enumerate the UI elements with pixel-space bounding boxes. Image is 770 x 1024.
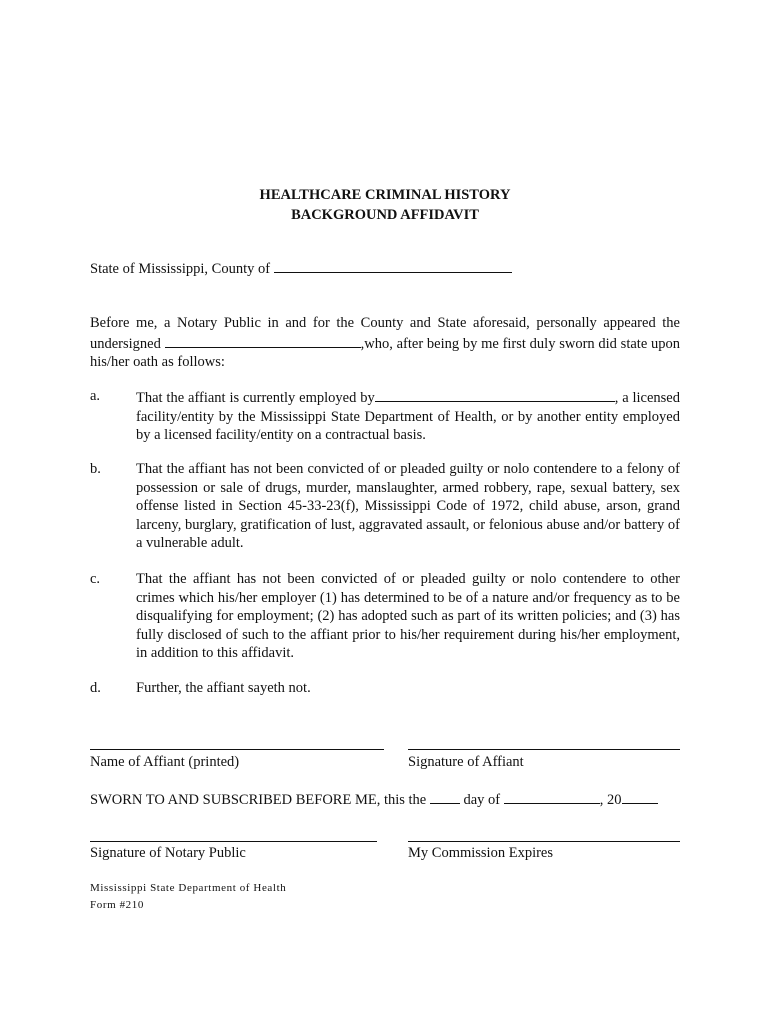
name-of-affiant-line[interactable] (90, 749, 384, 750)
item-a-text-before: That the affiant is currently employed by (136, 390, 375, 406)
undersigned-blank[interactable] (165, 333, 361, 348)
affidavit-item-b (90, 460, 680, 553)
affidavit-item-a (90, 387, 680, 445)
notary-signature-line[interactable] (90, 841, 377, 842)
item-letter: c. (90, 571, 101, 587)
year-blank[interactable] (622, 789, 658, 804)
name-of-affiant-label: Name of Affiant (printed) (90, 754, 240, 770)
county-line (90, 258, 512, 279)
day-blank[interactable] (430, 789, 460, 804)
commission-expires-line[interactable] (408, 841, 680, 842)
title-line-2: BACKGROUND AFFIDAVIT (291, 207, 479, 223)
month-blank[interactable] (504, 789, 600, 804)
footer-department: Mississippi State Department of Health (90, 882, 287, 894)
affidavit-item-d (90, 679, 680, 698)
item-letter: d. (90, 680, 101, 696)
item-body: That the affiant has not been convicted of or pleaded guilty or nolo contendere to a felony of possession or sale of drugs, murder, manslaughter, armed robbery, rape, sexual battery, sex offense listed in Section 45-33-23(f), Mississippi Code of 1972, child abuse, arson, grand larceny, burglary, gratification of lust, aggravated assault, or felonious abuse and/or battery of a vulnerable adult. (136, 461, 680, 551)
intro-paragraph (90, 314, 680, 372)
item-letter: a. (90, 388, 101, 404)
item-body: Further, the affiant sayeth not. (136, 680, 311, 696)
item-a-text-after: , a licensed facility/entity by the Mississippi State Department of Health, or by another entity employed by a licensed facility/entity on a contractual basis. (136, 390, 680, 443)
county-blank[interactable] (274, 258, 512, 273)
sworn-statement (90, 789, 658, 810)
county-prefix: State of Mississippi, County of (90, 261, 271, 277)
employer-blank[interactable] (375, 387, 615, 402)
item-body (136, 387, 680, 445)
item-letter: b. (90, 461, 101, 477)
notary-signature-label: Signature of Notary Public (90, 845, 246, 861)
intro-text-part2: ,who, after being by me first duly sworn did state upon his/her oath as follows: (90, 335, 680, 370)
signature-of-affiant-label: Signature of Affiant (408, 754, 524, 770)
title-line-1: HEALTHCARE CRIMINAL HISTORY (259, 187, 511, 203)
intro-text-part1: Before me, a Notary Public in and for the County and State aforesaid, personally appeared the undersigned (90, 315, 680, 352)
footer-form-number: Form #210 (90, 899, 144, 911)
sworn-text-part3: , 20 (599, 792, 622, 808)
affidavit-item-c (90, 570, 680, 663)
sworn-text-part1: SWORN TO AND SUBSCRIBED BEFORE ME, this the (90, 792, 427, 808)
signature-of-affiant-line[interactable] (408, 749, 680, 750)
sworn-text-part2: day of (463, 792, 501, 808)
item-body: That the affiant has not been convicted of or pleaded guilty or nolo contendere to other crimes which his/her employer (1) has determined to be of a nature and/or frequency as to be disqualifying for employment; (2) has adopted such as part of its written policies; and (3) has fully disclosed of such to the affiant prior to his/her requirement during his/her employment, in addition to this affidavit. (136, 571, 680, 661)
commission-expires-label: My Commission Expires (408, 845, 554, 861)
